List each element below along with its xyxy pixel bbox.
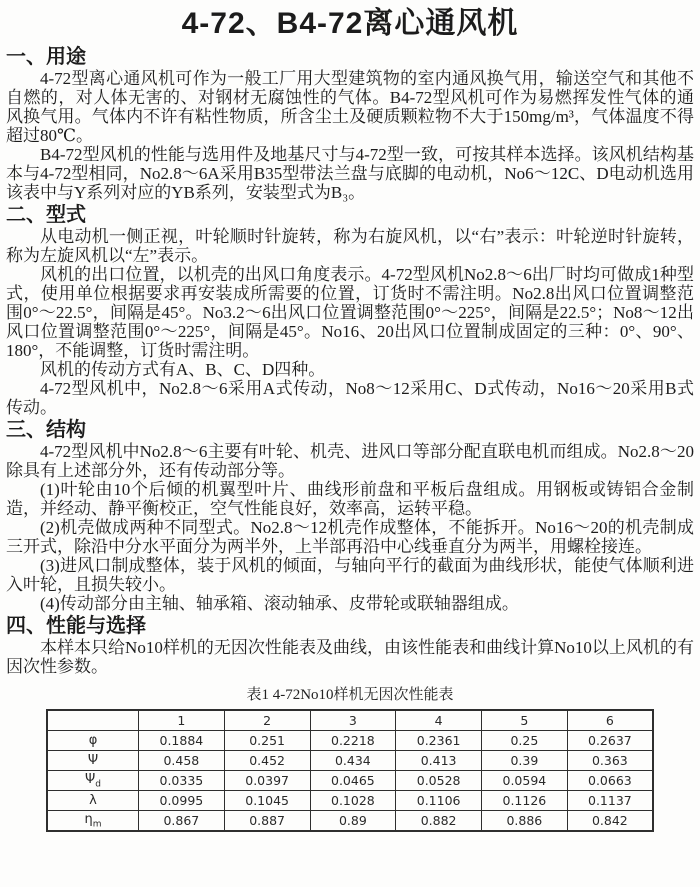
table-value-cell: 0.0594 [482,771,568,791]
table-value-cell: 0.25 [482,731,568,751]
section-structure-heading: 三、结构 [6,419,86,441]
table-value-cell: 0.0528 [396,771,482,791]
table-value-cell: 0.2361 [396,731,482,751]
paragraph: 4-72型离心通风机可作为一般工厂用大型建筑物的室内通风换气用，输送空气和其他不自燃的，对人体无害的、对钢材无腐蚀性的气体。B4-72型风机可作为易燃挥发性气体的通风换气用。气体内不许有粘性物质，所含尘土及硬质颗粒物不大于150mg/m³，气体温度不得超过80℃。 [6,69,694,145]
page-title: 4-72、B4-72离心通风机 [181,7,519,40]
table-value-cell: 0.882 [396,811,482,832]
paragraph: (2)机壳做成两种不同型式。No2.8～12机壳作成整体，不能拆开。No16～20的机壳制成三开式，除沿中分水平面分为两半外，上半部再沿中心线垂直分为两半，用螺栓接连。 [6,518,694,556]
table-row [47,751,653,771]
table-value-cell: 0.0663 [567,771,653,791]
table-value-cell: 0.1126 [482,791,568,811]
table-value-cell: 0.1106 [396,791,482,811]
table-value-cell: 0.458 [139,751,225,771]
row-label-cell: $\Psi_d$ [47,771,139,791]
table-column-header: 2 [224,710,310,731]
table-value-cell: 0.2218 [310,731,396,751]
table-caption: 表1 4-72No10样机无因次性能表 [246,687,454,703]
row-label-cell: λ [47,791,139,811]
table-column-header: 1 [139,710,225,731]
section-performance-heading: 四、性能与选择 [6,615,146,637]
table-value-cell: 0.89 [310,811,396,832]
performance-table-body [47,710,653,831]
table-column-header: 5 [482,710,568,731]
table-value-cell: 0.0465 [310,771,396,791]
table-value-cell: 0.1884 [139,731,225,751]
table-value-cell: 0.39 [482,751,568,771]
table-value-cell: 0.842 [567,811,653,832]
table-value-cell: 0.363 [567,751,653,771]
paragraph: (1)叶轮由10个后倾的机翼型叶片、曲线形前盘和平板后盘组成。用钢板或铸铝合金制造，并经动、静平衡校正，空气性能良好，效率高，运转平稳。 [6,480,694,518]
table-column-header: 3 [310,710,396,731]
table-value-cell: 0.0995 [139,791,225,811]
row-label-cell: $\eta_m$ [47,811,139,832]
paragraph: 4-72型风机中，No2.8～6采用A式传动，No8～12采用C、D式传动，No16～20采用B式传动。 [6,379,694,417]
table-column-header: 6 [567,710,653,731]
row-label-cell: Ψ [47,751,139,771]
table-value-cell: 0.1028 [310,791,396,811]
row-label-subscript: d [95,779,101,790]
section-structure [6,419,694,613]
table-row [47,731,653,751]
section-usage-heading: 一、用途 [6,46,86,68]
section-performance [6,615,694,676]
table-value-cell: 0.1137 [567,791,653,811]
table-value-cell: 0.452 [224,751,310,771]
row-label-cell: φ [47,731,139,751]
table-value-cell: 0.413 [396,751,482,771]
table-value-cell: 0.1045 [224,791,310,811]
paragraph: (4)传动部分由主轴、轴承箱、滚动轴承、皮带轮或联轴器组成。 [40,594,519,613]
table-row [47,791,653,811]
table-header-row [47,710,653,731]
table-column-header: 4 [396,710,482,731]
table-value-cell: 0.0335 [139,771,225,791]
table-value-cell: 0.251 [224,731,310,751]
paragraph: B4-72型风机的性能与选用件及地基尺寸与4-72型一致，可按其样本选择。该风机结构基本与4-72型相同，No2.8～6A采用B35型带法兰盘与底脚的电动机，No6～12C、D电动机选用该表中与Y系列对应的YB系列，安装型式为B₃。 [6,145,694,202]
section-usage [6,46,694,202]
row-label-subscript: m [92,819,102,830]
table-value-cell: 0.2637 [567,731,653,751]
table-value-cell: 0.887 [224,811,310,832]
table-value-cell: 0.434 [310,751,396,771]
section-type [6,204,694,417]
table-value-cell: 0.0397 [224,771,310,791]
paragraph: 从电动机一侧正视，叶轮顺时针旋转，称为右旋风机，以“右”表示：叶轮逆时针旋转，称为左旋风机以“左”表示。 [6,227,694,265]
table-row [47,771,653,791]
table-corner-cell [47,710,139,731]
performance-table-area [6,686,694,832]
section-type-heading: 二、型式 [6,204,86,226]
table-value-cell: 0.886 [482,811,568,832]
paragraph: 4-72型风机中No2.8～6主要有叶轮、机壳、进风口等部分配直联电机而组成。No2.8～20除具有上述部分外，还有传动部分等。 [6,442,694,480]
paragraph: 风机的传动方式有A、B、C、D四种。 [40,360,326,379]
paragraph: (3)进风口制成整体，装于风机的倾面，与轴向平行的截面为曲线形状，能使气体顺利进入叶轮，且损失较小。 [6,556,694,594]
table-row [47,811,653,832]
paragraph: 风机的出口位置，以机壳的出风口角度表示。4-72型风机No2.8～6出厂时均可做成1种型式，使用单位根据要求再安装成所需要的位置，订货时不需注明。No2.8出风口位置调整范围0°～22.5°，间隔是45°。No3.2～6出风口位置调整范围0°～225°，间隔是22.5°；No8～12出风口位置调整范围0°～225°，间隔是45°。No16、20出风口位置制成固定的三种：0°、90°、180°，不能调整，订货时需注明。 [6,265,694,360]
paragraph: 本样本只给No10样机的无因次性能表及曲线，由该性能表和曲线计算No10以上风机的有因次性参数。 [6,638,694,676]
table-value-cell: 0.867 [139,811,225,832]
performance-table [46,709,654,832]
